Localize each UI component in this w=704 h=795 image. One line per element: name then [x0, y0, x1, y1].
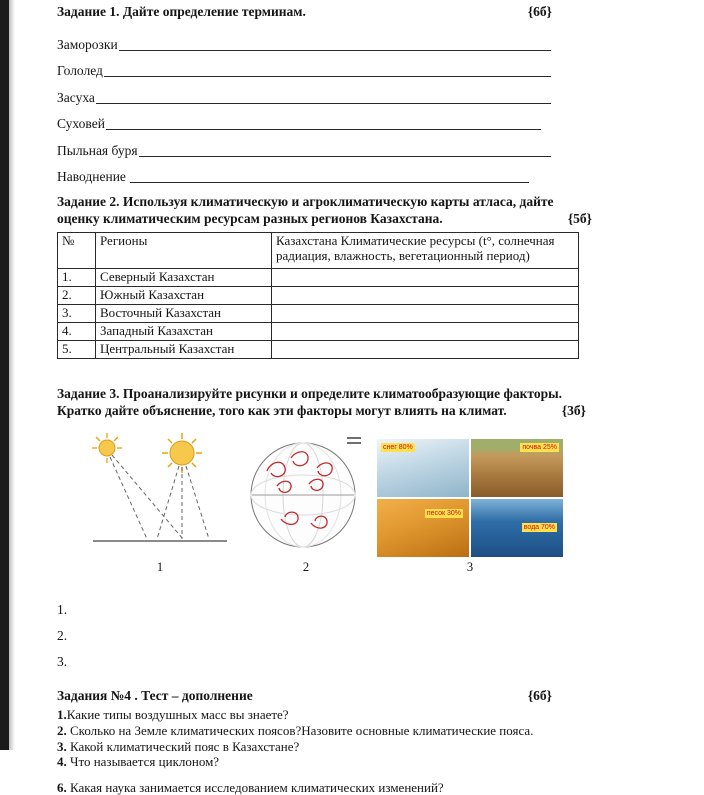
- question-number: 6.: [57, 779, 67, 795]
- figure-2-wrapper: [247, 431, 365, 576]
- task3-title-row: [57, 385, 592, 419]
- table-row: [58, 269, 579, 287]
- test-question: [57, 707, 592, 723]
- test-question: [57, 780, 592, 795]
- term-row: [57, 79, 551, 106]
- sand-desert-photo: [377, 499, 469, 557]
- task1-points-badge: {6б}: [527, 4, 552, 19]
- test-question: [57, 754, 592, 770]
- resources-cell: [272, 304, 579, 322]
- sea-ice-photo: [377, 439, 469, 497]
- ocean-water-photo: [471, 499, 563, 557]
- worksheet-content: [57, 0, 592, 795]
- term-row: [57, 159, 529, 186]
- climate-resources-table: [57, 232, 579, 359]
- row-number-cell: 2.: [58, 286, 96, 304]
- question-text: Сколько на Земле климатических поясов?Назовите основные климатические пояса.: [66, 723, 534, 739]
- test-question: [57, 723, 592, 739]
- task3-figures: [85, 431, 592, 576]
- term-label: Засуха: [57, 89, 95, 105]
- term-blank-line: [139, 156, 551, 157]
- task3-points-badge: {3б}: [561, 402, 586, 418]
- task3-title: Задание 3. Проанализируйте рисунки и определите климатообразующие факторы. Кратко дайте объяснение, того как эти факторы могут влиять на климат.: [57, 385, 563, 418]
- task1-title-row: [57, 3, 592, 20]
- figure-3-wrapper: [377, 439, 563, 576]
- table-header-row: [58, 233, 579, 269]
- term-row: [57, 106, 541, 133]
- figure-1-wrapper: [85, 431, 235, 576]
- figure-caption: 1: [156, 559, 164, 574]
- resources-cell: [272, 322, 579, 340]
- term-blank-line: [106, 129, 541, 130]
- task2-title-row: [57, 193, 592, 227]
- table-row: [58, 304, 579, 322]
- answer-line: 2.: [57, 628, 68, 644]
- albedo-badge: вода 70%: [523, 523, 555, 531]
- answer-line: 3.: [57, 654, 68, 670]
- soil-field-photo: [471, 439, 563, 497]
- term-blank-line: [119, 50, 551, 51]
- task2-points-badge: {5б}: [567, 211, 592, 226]
- table-row: [58, 322, 579, 340]
- row-number-cell: 3.: [58, 304, 96, 322]
- scan-edge-shadow: [9, 0, 15, 750]
- table-header-resources: Казахстана Климатические ресурсы (t°, солнечная радиация, влажность, вегетационный период): [272, 233, 579, 269]
- question-number: 3.: [57, 738, 67, 754]
- task1-title: Задание 1. Дайте определение терминам.: [57, 4, 306, 19]
- row-number-cell: 5.: [58, 340, 96, 358]
- task4-title: Задания №4 . Тест – дополнение: [57, 688, 253, 704]
- figure-caption: 2: [302, 559, 310, 574]
- region-cell: Центральный Казахстан: [96, 340, 272, 358]
- table-row: [58, 286, 579, 304]
- term-row: [57, 26, 551, 53]
- solar-angle-diagram: [85, 431, 235, 553]
- resources-cell: [272, 269, 579, 287]
- task3-answer-lines: [57, 601, 592, 679]
- term-label: Заморозки: [57, 36, 118, 52]
- scan-edge-strip: [0, 0, 9, 750]
- term-row: [57, 53, 551, 80]
- term-label: Наводнение: [57, 169, 130, 184]
- figure-caption: 3: [466, 559, 474, 574]
- resources-cell: [272, 286, 579, 304]
- question-text: Что называется циклоном?: [66, 754, 220, 770]
- solar-angle-figure: [85, 431, 235, 557]
- question-number: 2.: [57, 723, 67, 739]
- term-blank-line: [96, 103, 551, 104]
- resources-cell: [272, 340, 579, 358]
- albedo-badge: снег 80%: [383, 443, 413, 451]
- globe-figure: [247, 431, 365, 557]
- albedo-badge: песок 30%: [426, 509, 461, 517]
- term-blank-line: [104, 76, 551, 77]
- test-question: [57, 739, 592, 755]
- region-cell: Восточный Казахстан: [96, 304, 272, 322]
- term-label: Гололед: [57, 63, 103, 78]
- region-cell: Южный Казахстан: [96, 286, 272, 304]
- task2-title: Задание 2. Используя климатическую и агроклиматическую карты атласа, дайте оценку климатическим ресурсам разных регионов Казахстана.: [57, 194, 554, 226]
- table-header-region: Регионы: [96, 233, 272, 269]
- term-label: Пыльная буря: [57, 142, 138, 158]
- table-row: [58, 340, 579, 358]
- albedo-badge: почва 25%: [522, 443, 557, 451]
- question-text: Какие типы воздушных масс вы знаете?: [66, 707, 289, 723]
- term-blank-line: [130, 182, 529, 183]
- question-text: Какая наука занимается исследованием климатических изменений?: [66, 779, 444, 795]
- question-text: Какой климатический пояс в Казахстане?: [66, 738, 300, 754]
- term-row: [57, 132, 551, 159]
- task1-terms: [57, 26, 592, 185]
- surface-types-photos: [377, 439, 563, 557]
- term-label: Суховей: [57, 116, 105, 131]
- row-number-cell: 4.: [58, 322, 96, 340]
- answer-line: 1.: [57, 602, 68, 618]
- question-number: 1.: [57, 707, 67, 723]
- row-number-cell: 1.: [58, 269, 96, 287]
- task4-title-row: [57, 687, 592, 704]
- task4-questions: [57, 707, 592, 795]
- region-cell: Северный Казахстан: [96, 269, 272, 287]
- question-number: 4.: [57, 754, 67, 770]
- table-header-num: №: [58, 233, 96, 269]
- region-cell: Западный Казахстан: [96, 322, 272, 340]
- atmospheric-circulation-globe: [247, 431, 365, 553]
- task4-points-badge: {6б}: [527, 688, 552, 704]
